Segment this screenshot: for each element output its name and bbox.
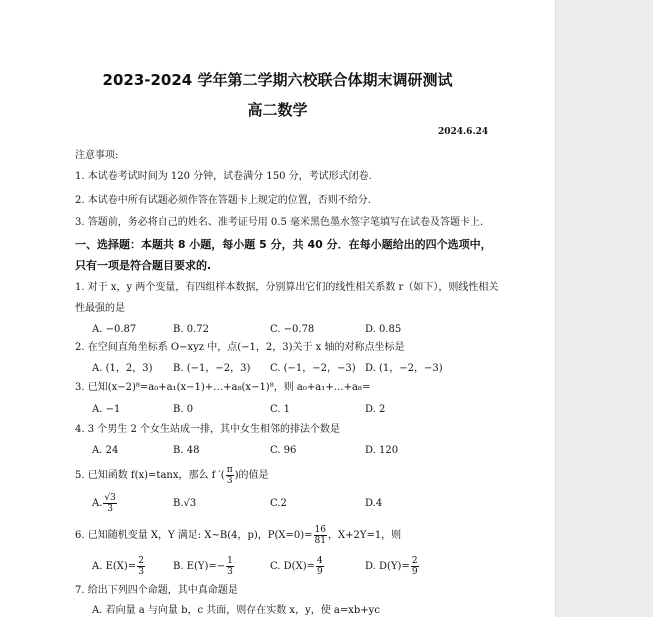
q4-stem: 4. 3 个男生 2 个女生站成一排，其中女生相邻的排法个数是 bbox=[75, 424, 340, 435]
q6-option-c bbox=[270, 556, 325, 577]
q7-stem: 7. 给出下列四个命题，其中真命题是 bbox=[75, 585, 238, 596]
q5-option-a-label: A. bbox=[92, 498, 103, 509]
q5-stem-fraction bbox=[226, 465, 234, 486]
q6-option-c-den: 9 bbox=[316, 567, 323, 577]
q3-stem: 3. 已知(x−2)⁸=a₀+a₁(x−1)+…+a₈(x−1)⁸，则 a₀+a₁+…+a₈= bbox=[75, 382, 371, 393]
q5-option-a-fraction bbox=[103, 493, 116, 514]
q6-option-c-pre: C. D(X)= bbox=[270, 561, 315, 572]
q6-stem bbox=[75, 525, 401, 546]
q2-option-b: B. (−1，−2，3) bbox=[173, 363, 251, 374]
q4-option-c: C. 96 bbox=[270, 445, 297, 456]
q6-option-b-num: 1 bbox=[227, 556, 233, 566]
q6-frac-num: 16 bbox=[314, 525, 326, 535]
notice-item-1: 1. 本试卷考试时间为 120 分钟，试卷满分 150 分，考试形式闭卷. bbox=[75, 171, 372, 182]
q4-option-a: A. 24 bbox=[92, 445, 119, 456]
q6-option-b bbox=[173, 556, 235, 577]
q6-option-d-pre: D. D(Y)= bbox=[365, 561, 410, 572]
viewer-background bbox=[555, 0, 653, 617]
q1-option-c: C. −0.78 bbox=[270, 324, 315, 335]
q6-stem-post: ，X+2Y=1，则 bbox=[327, 530, 402, 541]
q2-option-c: C. (−1，−2，−3) bbox=[270, 363, 356, 374]
q5-option-c: C.2 bbox=[270, 498, 287, 509]
q6-option-c-num: 4 bbox=[316, 556, 323, 566]
q6-frac-den: 81 bbox=[314, 536, 326, 546]
q5-option-d: D.4 bbox=[365, 498, 383, 509]
q6-stem-pre: 6. 已知随机变量 X，Y 满足: X∼B(4，p)，P(X=0)= bbox=[75, 530, 313, 541]
q6-option-b-pre: B. E(Y)=− bbox=[173, 561, 226, 572]
q7-option-a: A. 若向量 a 与向量 b，c 共面，则存在实数 x，y，使 a=xb+yc bbox=[92, 605, 380, 616]
q6-option-a-fraction bbox=[137, 556, 145, 577]
q6-option-c-fraction bbox=[316, 556, 324, 577]
q6-option-d-fraction bbox=[411, 556, 419, 577]
q3-option-d: D. 2 bbox=[365, 404, 386, 415]
q5-stem bbox=[75, 465, 269, 486]
q2-stem: 2. 在空间直角坐标系 O−xyz 中，点(−1，2，3)关于 x 轴的对称点坐标是 bbox=[75, 342, 405, 353]
exam-subtitle: 高二数学 bbox=[247, 101, 308, 119]
q1-stem-line1: 1. 对于 x，y 两个变量，有四组样本数据，分别算出它们的线性相关系数 r（如下），则线性相关 bbox=[75, 282, 499, 293]
q6-option-d-num: 2 bbox=[411, 556, 418, 566]
q6-option-d bbox=[365, 556, 420, 577]
q5-stem-post: )的值是 bbox=[234, 470, 269, 481]
q6-option-d-den: 9 bbox=[411, 567, 418, 577]
q6-option-b-den: 3 bbox=[227, 567, 233, 577]
q5-option-b: B.√3 bbox=[173, 498, 197, 509]
q6-option-a bbox=[92, 556, 146, 577]
q5-frac-den: 3 bbox=[226, 476, 233, 486]
q3-option-c: C. 1 bbox=[270, 404, 291, 415]
q3-option-a: A. −1 bbox=[92, 404, 121, 415]
q6-option-a-pre: A. E(X)= bbox=[92, 561, 137, 572]
q6-option-b-fraction bbox=[226, 556, 234, 577]
q2-option-d: D. (1，−2，−3) bbox=[365, 363, 443, 374]
q6-stem-fraction bbox=[314, 525, 327, 546]
q4-option-b: B. 48 bbox=[173, 445, 200, 456]
section-heading-line2: 只有一项是符合题目要求的. bbox=[75, 259, 212, 272]
exam-title: 2023-2024 学年第二学期六校联合体期末调研测试 bbox=[102, 71, 453, 89]
q5-option-a-den: 3 bbox=[107, 504, 113, 514]
q5-option-a bbox=[92, 493, 118, 514]
q4-option-d: D. 120 bbox=[365, 445, 399, 456]
notice-item-2: 2. 本试卷中所有试题必须作答在答题卡上规定的位置，否则不给分. bbox=[75, 195, 371, 206]
q6-option-a-den: 3 bbox=[138, 567, 144, 577]
exam-date: 2024.6.24 bbox=[438, 127, 489, 137]
q6-option-a-num: 2 bbox=[138, 556, 144, 566]
q2-option-a: A. (1，2，3) bbox=[92, 363, 153, 374]
notice-item-3: 3. 答题前，务必将自己的姓名、准考证号用 0.5 毫米黑色墨水签字笔填写在试卷及答题卡上. bbox=[75, 217, 484, 228]
q3-option-b: B. 0 bbox=[173, 404, 194, 415]
notice-heading: 注意事项: bbox=[75, 150, 119, 161]
q5-option-a-num: √3 bbox=[104, 493, 116, 503]
q5-frac-num: π bbox=[226, 465, 233, 475]
q1-stem-line2: 性最强的是 bbox=[75, 303, 125, 314]
section-heading-line1: 一、选择题：本题共 8 小题，每小题 5 分，共 40 分．在每小题给出的四个选项中， bbox=[75, 238, 492, 251]
q1-option-b: B. 0.72 bbox=[173, 324, 209, 335]
q1-option-a: A. −0.87 bbox=[92, 324, 137, 335]
q1-option-d: D. 0.85 bbox=[365, 324, 402, 335]
q5-stem-pre: 5. 已知函数 f(x)=tanx，那么 f ′( bbox=[75, 470, 225, 481]
